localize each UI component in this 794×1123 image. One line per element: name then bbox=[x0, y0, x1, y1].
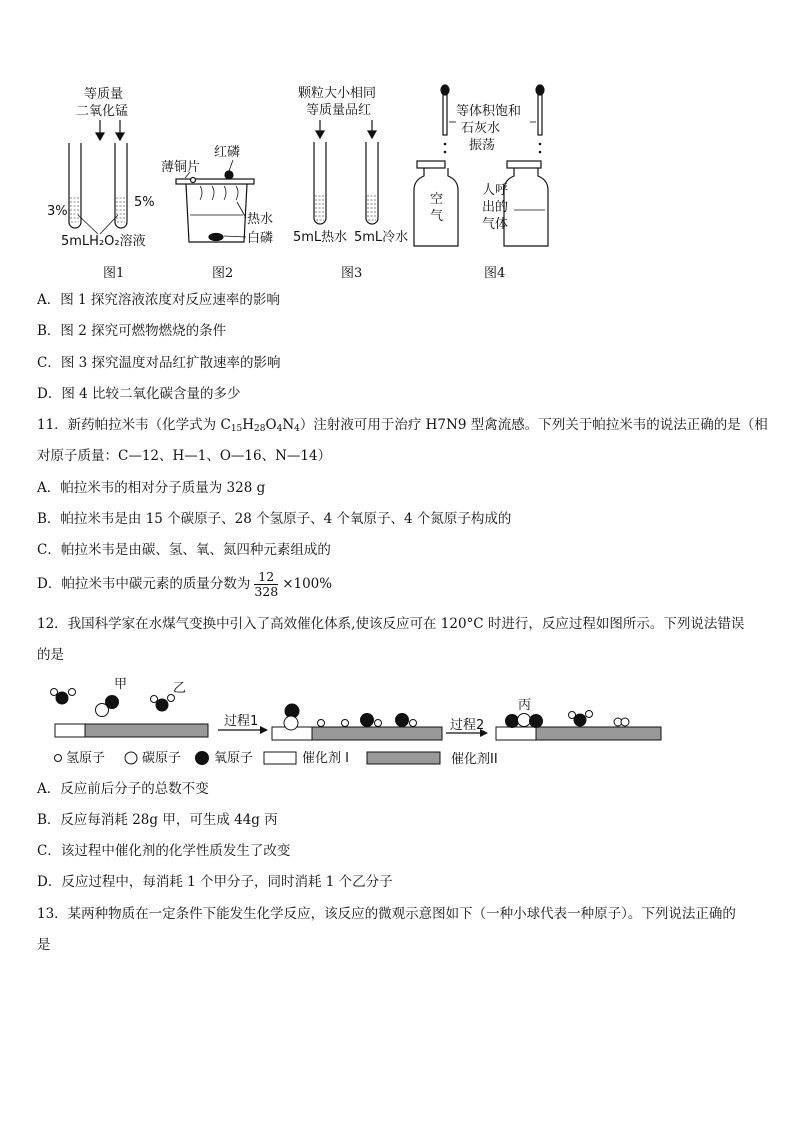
q11-option-d: D．帕拉米韦中碳元素的质量分数为 $\frac{12}{328}$ ×100% bbox=[37, 569, 333, 599]
q12-reaction-diagram-svg bbox=[40, 672, 680, 772]
fig2-label-hot-water: 热水 bbox=[247, 212, 274, 227]
q12-legend-h-icon bbox=[55, 755, 62, 762]
q12-catalyst2-mid bbox=[312, 727, 442, 740]
q12-option-a: A．反应前后分子的总数不变 bbox=[37, 781, 209, 797]
fig2-white-phosphorus-on-plate bbox=[191, 178, 196, 183]
q13-stem-line1: 13．某两种物质在一定条件下能发生化学反应，该反应的微观示意图如下（一种小球代表一种原子）。下列说法正确的 bbox=[37, 906, 736, 922]
q11-option-c: C．帕拉米韦是由碳、氢、氧、氮四种元素组成的 bbox=[37, 542, 331, 558]
q12-catalyst1-left bbox=[55, 724, 85, 737]
fig3-arrowhead-left bbox=[316, 131, 324, 138]
fig4-dropper-right bbox=[538, 93, 542, 135]
q12-label-process2: 过程2 bbox=[450, 718, 485, 733]
q12-water-o bbox=[56, 692, 68, 704]
q12-stem-line1: 12．我国科学家在水煤气变换中引入了高效催化体系,使该反应可在 120°C 时进行，反应过程如图所示。下列说法错误 bbox=[37, 616, 745, 632]
q12-legend-o: 氧原子 bbox=[214, 751, 254, 766]
q12-option-d: D．反应过程中，每消耗 1 个甲分子，同时消耗 1 个乙分子 bbox=[37, 874, 393, 890]
q12-reaction-diagram bbox=[40, 672, 680, 772]
fig3-caption: 图3 bbox=[341, 266, 363, 281]
q10-option-d: D．图 4 比较二氧化碳含量的多少 bbox=[37, 386, 241, 402]
q10-option-a: A．图 1 探究溶液浓度对反应速率的影响 bbox=[37, 292, 280, 308]
fig4-bottle-left-stopper bbox=[417, 161, 445, 168]
fig1-liquid-left bbox=[70, 198, 80, 222]
fig4-dropper-bulb-left bbox=[441, 85, 449, 95]
fig2-heat-waves bbox=[200, 186, 238, 200]
q12-option-c: C．该过程中催化剂的化学性质发生了改变 bbox=[37, 843, 291, 859]
fig3-label-hot: 5mL热水 bbox=[293, 230, 348, 245]
fig4-bottle-left bbox=[414, 168, 458, 246]
fig1-liquid-right bbox=[116, 198, 126, 222]
q11-fraction: $\frac{12}{328}$ bbox=[254, 569, 279, 599]
fig2-pointer-hot-water bbox=[237, 202, 246, 218]
fig4-label-shake: 振荡 bbox=[469, 138, 496, 153]
fig4-bottle-right-stopper bbox=[507, 161, 541, 168]
fig4-bottle-right bbox=[504, 168, 548, 246]
fig3-label-cold: 5mL冷水 bbox=[354, 230, 409, 245]
q12-option-b: B．反应每消耗 28g 甲，可生成 44g 丙 bbox=[37, 812, 278, 828]
fig4-label-breath-1: 人呼 bbox=[482, 183, 509, 198]
fig2-red-phosphorus bbox=[225, 171, 233, 179]
q12-label-bing: 丙 bbox=[518, 698, 532, 713]
q12-label-jia: 甲 bbox=[114, 677, 128, 692]
q12-stem-line2: 的是 bbox=[37, 647, 64, 663]
q12-legend-o-icon bbox=[196, 752, 209, 765]
fig1-label-equal-mass: 等质量 bbox=[84, 87, 124, 102]
fig2-label-white-p: 白磷 bbox=[247, 231, 274, 246]
fig3-arrowhead-right bbox=[368, 131, 376, 138]
fig1-arrowhead-right bbox=[116, 133, 124, 140]
fig2-copper-plate bbox=[176, 179, 254, 184]
q10-option-c: C．图 3 探究温度对品红扩散速率的影响 bbox=[37, 355, 281, 371]
q12-legend-cat2: 催化剂II bbox=[451, 752, 498, 767]
fig2-label-red-p: 红磷 bbox=[214, 145, 241, 160]
fig2-caption: 图2 bbox=[212, 266, 234, 281]
fig4-label-breath-2: 出的 bbox=[482, 200, 509, 215]
fig4-label-breath-3: 气体 bbox=[482, 217, 509, 232]
fig3-liquid-right bbox=[367, 196, 377, 220]
fig1-label-solution: 5mLH₂O₂溶液 bbox=[61, 234, 146, 249]
q12-legend-h: 氢原子 bbox=[66, 751, 106, 766]
fig1-label-mno2: 二氧化锰 bbox=[76, 104, 129, 119]
fig3-drawing bbox=[314, 120, 378, 224]
fig1-test-tube-right bbox=[115, 143, 127, 228]
fig4-label-equal-volume: 等体积饱和 bbox=[456, 104, 522, 119]
q10-option-b: B．图 2 探究可燃物燃烧的条件 bbox=[37, 323, 227, 339]
fig4-dropper-left bbox=[443, 93, 447, 135]
q12-legend-c: 碳原子 bbox=[142, 751, 182, 766]
q12-catalyst1-right bbox=[496, 727, 536, 740]
fig2-white-phosphorus-in-water bbox=[209, 234, 223, 241]
fig2-pointer-white-p bbox=[224, 236, 246, 237]
q12-catalyst2-left bbox=[85, 724, 208, 737]
q12-legend-c-icon bbox=[125, 752, 137, 764]
fig1-label-5pct: 5% bbox=[134, 195, 155, 210]
fig4-label-air-1: 空 bbox=[430, 192, 444, 207]
q12-label-yi: 乙 bbox=[173, 681, 187, 696]
fig4-dropper-bulb-right bbox=[536, 85, 544, 95]
fig4-caption: 图4 bbox=[484, 266, 506, 281]
fig3-label-equal-mass: 等质量品红 bbox=[306, 103, 372, 118]
fig1-drawing bbox=[69, 120, 127, 234]
q12-co-o bbox=[106, 696, 119, 709]
fig3-liquid-left bbox=[315, 196, 325, 220]
q13-stem-line2: 是 bbox=[37, 937, 51, 953]
fig4-label-limewater: 石灰水 bbox=[461, 121, 501, 136]
q12-legend-cat1: 催化剂 I bbox=[302, 751, 349, 766]
q11-option-b: B．帕拉米韦是由 15 个碳原子、28 个氢原子、4 个氧原子、4 个氮原子构成的 bbox=[37, 511, 512, 527]
fig1-caption: 图1 bbox=[103, 266, 125, 281]
q12-catalyst2-right bbox=[536, 727, 661, 740]
q11-stem-line2: 对原子质量：C—12、H—1、O—16、N—14） bbox=[37, 448, 332, 464]
fig2-pointer-red-p bbox=[229, 160, 233, 171]
q12-legend-cat2-swatch bbox=[367, 752, 440, 764]
fig1-test-tube-left bbox=[69, 143, 81, 228]
fig1-arrowhead-left bbox=[96, 133, 104, 140]
fig2-label-plate: 薄铜片 bbox=[161, 160, 201, 175]
q12-legend-cat1-swatch bbox=[264, 752, 296, 764]
fig1-label-3pct: 3% bbox=[47, 204, 68, 219]
fig3-label-same-size: 颗粒大小相同 bbox=[298, 86, 377, 101]
q11-option-a: A．帕拉米韦的相对分子质量为 328 g bbox=[37, 480, 266, 496]
q12-arrow1 bbox=[260, 726, 268, 734]
fig4-label-air-2: 气 bbox=[430, 209, 444, 224]
q12-label-process1: 过程1 bbox=[224, 714, 259, 729]
q11-stem-line1: 11．新药帕拉米韦（化学式为 $C_{15}H_{28}O_4N_4$）注射液可用于治疗 H7N9 型禽流感。下列关于帕拉米韦的说法正确的是（相 bbox=[37, 417, 768, 434]
